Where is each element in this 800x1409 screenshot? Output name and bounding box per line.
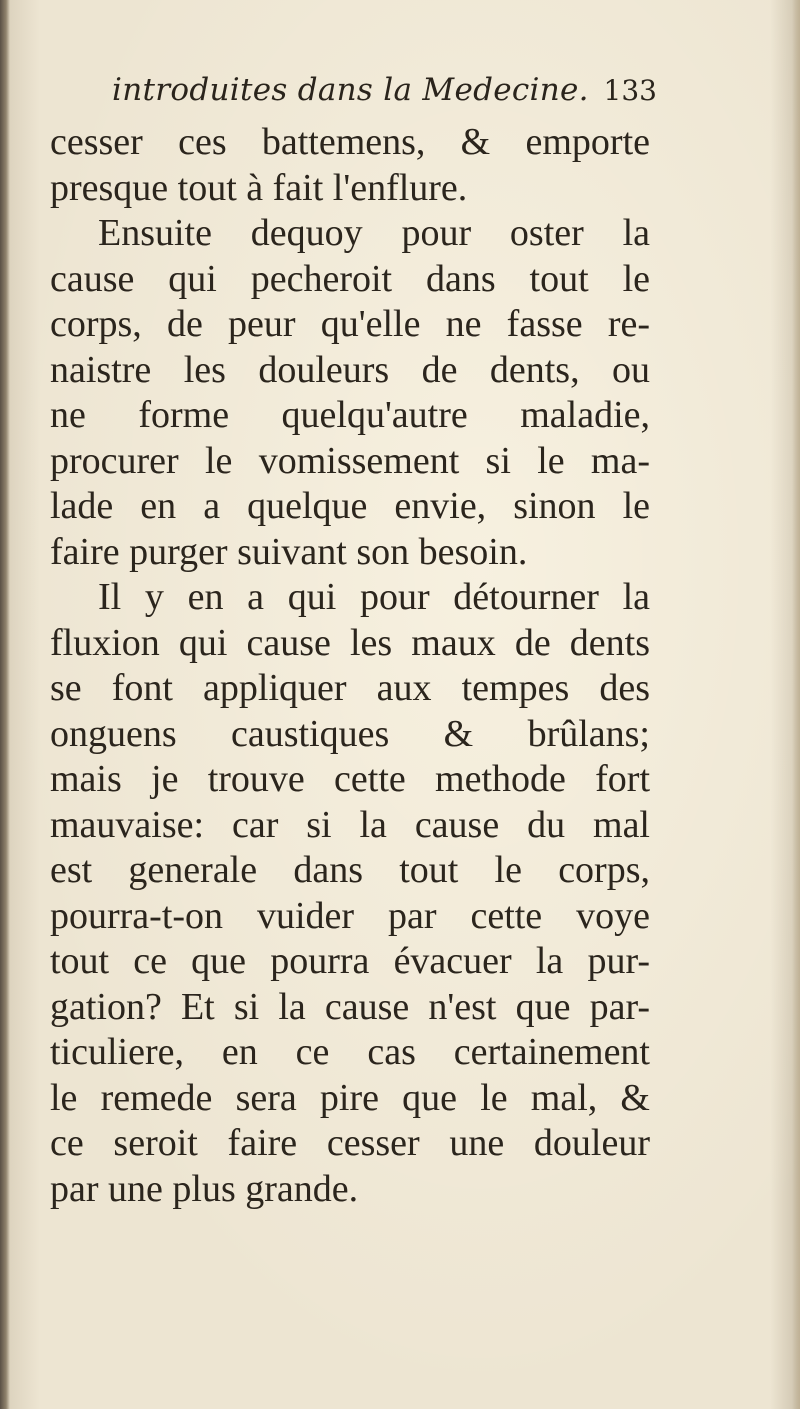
text-line: pourra-t-on vuider par cette voye [50,894,650,937]
text-line: cause qui pecheroit dans tout le [50,257,650,300]
text-line: tout ce que pourra évacuer la pur- [50,940,650,982]
text-line: Ensuite dequoy pour oster la [98,212,650,254]
text-line: ticuliere, en ce cas certainement [50,1031,650,1073]
text-line: cesser ces battemens, & emporte [50,121,650,163]
text-line: corps, de peur qu'elle ne fasse re- [50,303,650,345]
text-line: naistre les douleurs de dents, ou [50,348,650,391]
text-line: fluxion qui cause les maux de dents [50,621,650,664]
text-line: par une plus grande. [50,1167,359,1210]
text-line: le remede sera pire que le mal, & [50,1076,650,1119]
page-edge-shadow [792,0,800,1409]
text-line: faire purger suivant son besoin. [50,530,528,573]
text-line: Il y en a qui pour détourner la [98,576,650,618]
text-line: presque tout à fait l'enflure. [50,166,468,209]
text-line: mauvaise: car si la cause du mal [50,803,650,846]
text-line: gation? Et si la cause n'est que par- [50,985,650,1028]
running-title: introduites dans la Medecine. [112,72,589,108]
text-line: ce seroit faire cesser une douleur [50,1122,650,1164]
text-line: mais je trouve cette methode fort [50,758,650,800]
text-line: ne forme quelqu'autre maladie, [50,394,650,436]
text-line: onguens caustiques & brûlans; [50,712,650,755]
page-gutter-shadow [0,0,10,1409]
body-text [50,120,650,1212]
page-header [112,72,657,122]
text-line: est generale dans tout le corps, [50,849,650,891]
page-number: 133 [603,74,657,107]
text-line: procurer le vomissement si le ma- [50,439,650,482]
text-line: se font appliquer aux tempes des [50,667,650,709]
text-line: lade en a quelque envie, sinon le [50,485,650,527]
